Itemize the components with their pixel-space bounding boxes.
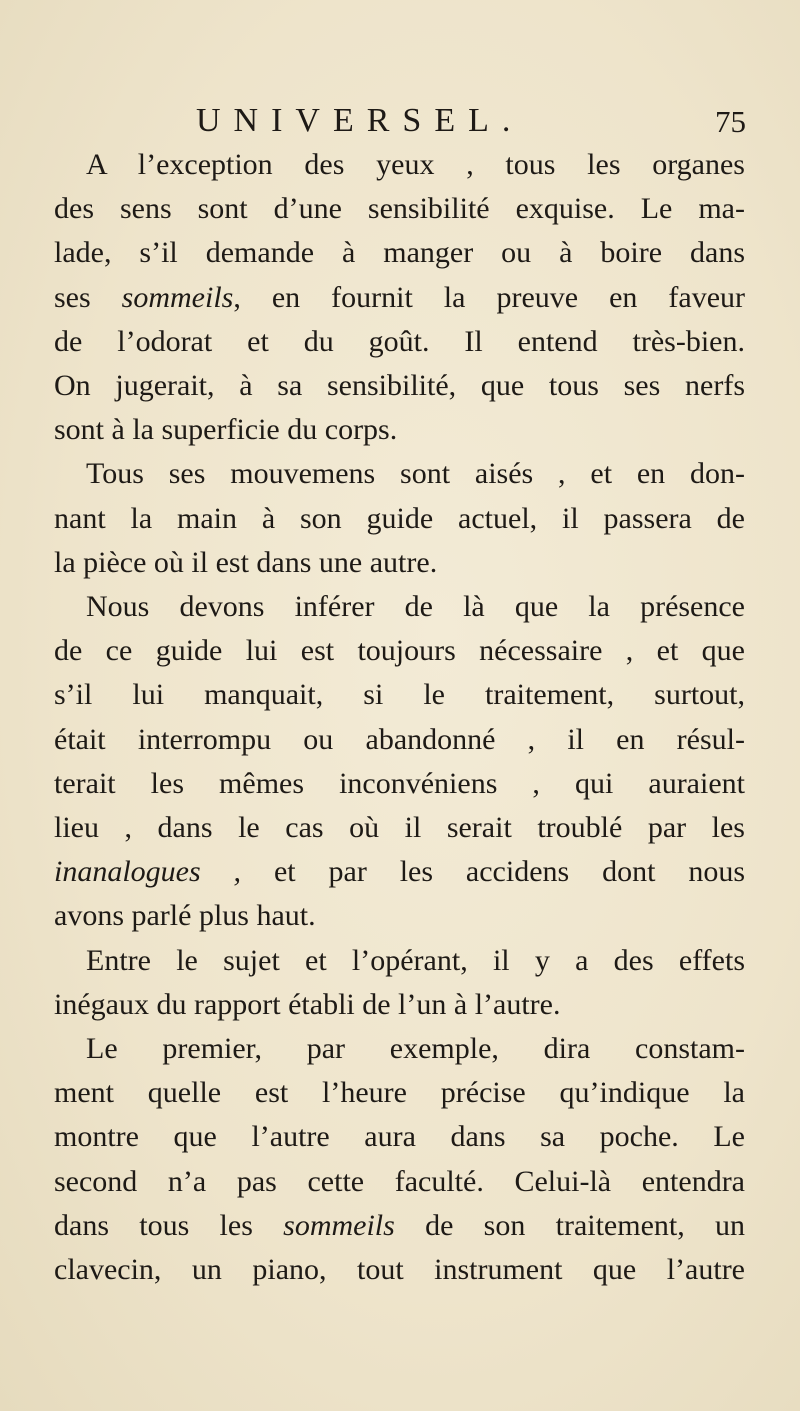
text-line: nant la main à son guide actuel, il passera de <box>54 501 745 535</box>
text-line <box>54 1204 745 1248</box>
page-number: 75 <box>715 104 746 139</box>
text-line: Nous devons inférer de là que la présence <box>86 590 745 623</box>
text-line: inégaux du rapport établi de l’un à l’autre. <box>54 987 561 1021</box>
text-line <box>54 276 745 320</box>
italic-text: sommeils <box>121 280 234 314</box>
text-segment: ses <box>54 280 122 314</box>
text-line: était interrompu ou abandonné , il en résul- <box>54 722 745 756</box>
text-segment: de son traitement, un <box>394 1208 745 1242</box>
italic-text: sommeils <box>283 1208 395 1242</box>
text-line: Le premier, par exemple, dira constam- <box>86 1032 745 1065</box>
text-line: sont à la superficie du corps. <box>54 413 398 447</box>
text-line: lade, s’il demande à manger ou à boire dans <box>54 236 745 270</box>
text-segment: dans tous les <box>54 1208 284 1242</box>
text-segment: , en fournit la preuve en faveur <box>233 280 745 314</box>
text-line: Entre le sujet et l’opérant, il y a des effets <box>86 943 745 977</box>
text-line: des sens sont d’une sensibilité exquise. Le ma- <box>54 192 745 226</box>
text-line: second n’a pas cette faculté. Celui-là entendra <box>54 1164 745 1198</box>
text-line: s’il lui manquait, si le traitement, surtout, <box>54 678 745 712</box>
text-line <box>54 850 745 894</box>
text-line: A l’exception des yeux , tous les organes <box>86 148 745 181</box>
text-line: Tous ses mouvemens sont aisés , et en don- <box>86 457 745 491</box>
text-line: de l’odorat et du goût. Il entend très-bien. <box>54 324 745 358</box>
running-head: UNIVERSEL. <box>196 102 524 139</box>
text-line: la pièce où il est dans une autre. <box>54 545 438 579</box>
text-line: lieu , dans le cas où il serait troublé par les <box>54 811 745 844</box>
text-line: avons parlé plus haut. <box>54 899 316 933</box>
italic-text: inanalogues , <box>54 855 242 889</box>
text-line: ment quelle est l’heure précise qu’indique la <box>54 1076 745 1110</box>
text-line: terait les mêmes inconvéniens , qui auraient <box>54 766 745 800</box>
page-header <box>196 102 746 142</box>
text-line: de ce guide lui est toujours nécessaire , et que <box>54 634 745 668</box>
text-segment: et par les accidens dont nous <box>241 855 745 889</box>
text-line: On jugerait, à sa sensibilité, que tous ses nerfs <box>54 369 745 402</box>
text-line: clavecin, un piano, tout instrument que l’autre <box>54 1253 745 1286</box>
text-line: montre que l’autre aura dans sa poche. Le <box>54 1120 745 1154</box>
